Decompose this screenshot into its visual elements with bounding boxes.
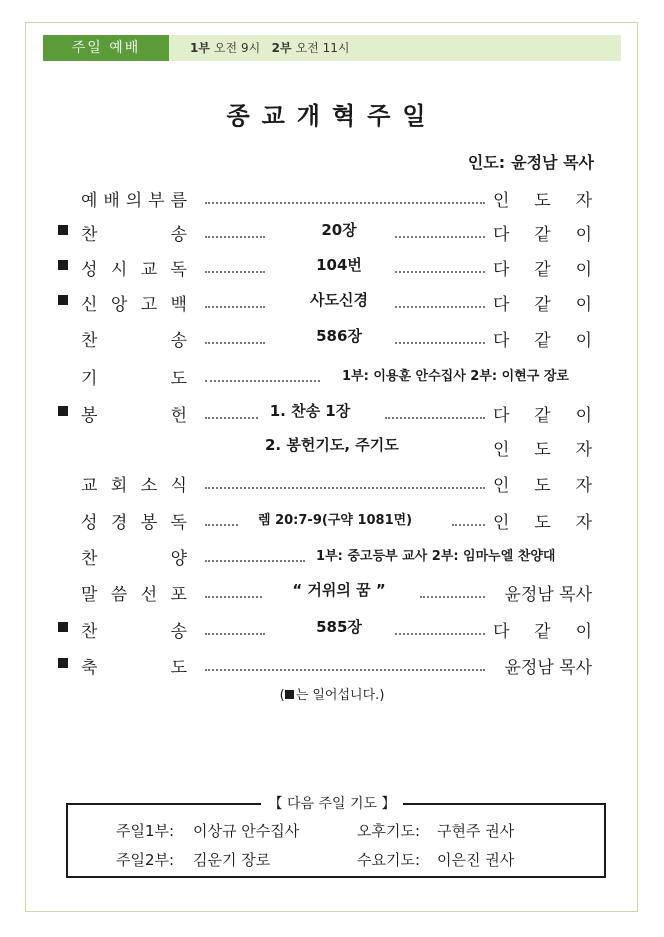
service-header-bar bbox=[43, 35, 621, 61]
order-item-name: 교 회 소 식 bbox=[81, 476, 188, 496]
standing-note-text: 는 일어섭니다. bbox=[295, 688, 380, 703]
order-row bbox=[0, 572, 664, 606]
order-row bbox=[0, 536, 664, 570]
order-item-responder: 다 같 이 bbox=[493, 295, 592, 315]
prayer-name-4: 이은진 권사 bbox=[437, 851, 515, 869]
order-item-content: 사도신경 bbox=[310, 291, 368, 309]
order-item-name: 찬 양 bbox=[81, 549, 188, 569]
dotted-leader bbox=[205, 580, 262, 598]
order-item-content: 585장 bbox=[316, 618, 362, 636]
standing-note: ( 는 일어섭니다.) bbox=[279, 688, 385, 703]
dotted-leader bbox=[205, 401, 258, 419]
worship-leader bbox=[462, 150, 594, 173]
order-row bbox=[0, 609, 664, 643]
order-row bbox=[0, 178, 664, 212]
order-row bbox=[0, 500, 664, 534]
stand-square-icon bbox=[58, 406, 68, 416]
dotted-leader bbox=[395, 326, 485, 344]
order-row bbox=[0, 318, 664, 352]
order-item-responder: 인 도 자 bbox=[493, 440, 592, 460]
dotted-leader bbox=[205, 508, 238, 526]
dotted-leader bbox=[395, 290, 485, 308]
stand-square-icon bbox=[58, 622, 68, 632]
dotted-leader bbox=[385, 401, 485, 419]
order-item-name: 기 도 bbox=[81, 369, 188, 389]
stand-square-icon bbox=[58, 225, 68, 235]
order-row bbox=[0, 427, 664, 461]
order-item-name: 찬 송 bbox=[81, 225, 188, 245]
order-item-content: 1부: 이용훈 안수집사 2부: 이현구 장로 bbox=[342, 369, 569, 384]
dotted-leader bbox=[395, 255, 485, 273]
service-label: 주일 예배 bbox=[43, 35, 169, 61]
order-item-content: 1부: 중고등부 교사 2부: 임마누엘 찬양대 bbox=[316, 549, 556, 564]
stand-square-icon bbox=[58, 658, 68, 668]
prayer-name-3: 김운기 장로 bbox=[193, 851, 271, 869]
dotted-leader bbox=[205, 471, 485, 489]
order-item-name: 성 경 봉 독 bbox=[81, 513, 188, 533]
dotted-leader bbox=[205, 364, 320, 382]
order-item-name: 말 씀 선 포 bbox=[81, 585, 188, 605]
order-row bbox=[0, 645, 664, 679]
order-item-responder: 인 도 자 bbox=[493, 476, 592, 496]
order-item-content: 20장 bbox=[321, 221, 357, 239]
prayer-label-4: 수요기도: bbox=[357, 851, 421, 869]
order-row bbox=[0, 282, 664, 316]
order-item-responder: 다 같 이 bbox=[493, 622, 592, 642]
order-item-name: 성 시 교 독 bbox=[81, 260, 188, 280]
dotted-leader bbox=[205, 186, 485, 204]
dotted-leader bbox=[420, 580, 485, 598]
dotted-leader bbox=[205, 255, 265, 273]
order-item-name: 예 배 의 부 름 bbox=[81, 191, 188, 211]
dotted-leader bbox=[205, 653, 485, 671]
stand-square-icon bbox=[58, 295, 68, 305]
order-item-content: 1. 찬송 1장 bbox=[269, 402, 351, 420]
order-item-responder: 다 같 이 bbox=[493, 331, 592, 351]
prayer-name-1: 이상규 안수집사 bbox=[193, 822, 300, 840]
order-item-responder: 윤정남 목사 bbox=[504, 658, 592, 678]
next-prayer-heading-text: 【 다음 주일 기도 】 bbox=[261, 796, 404, 812]
order-item-content: 2. 봉헌기도, 주기도 bbox=[265, 436, 399, 454]
leader-name: 윤정남 목사 bbox=[511, 153, 594, 172]
page-title: 종교개혁주일 bbox=[226, 102, 438, 130]
order-item-content: 렘 20:7-9(구약 1081면) bbox=[258, 513, 413, 528]
next-prayer-heading bbox=[0, 793, 664, 813]
order-item-content: “ 거위의 꿈 ” bbox=[292, 581, 386, 599]
service-time-1: 오전 9시 bbox=[213, 41, 261, 55]
order-item-name: 축 도 bbox=[81, 658, 188, 678]
dotted-leader bbox=[205, 220, 265, 238]
order-item-responder: 인 도 자 bbox=[493, 513, 592, 533]
dotted-leader bbox=[205, 617, 265, 635]
order-item-responder: 윤정남 목사 bbox=[504, 585, 592, 605]
order-row bbox=[0, 247, 664, 281]
order-row bbox=[0, 463, 664, 497]
prayer-name-2: 구현주 권사 bbox=[437, 822, 515, 840]
service-time-2: 오전 11시 bbox=[295, 41, 350, 55]
order-item-name: 봉 헌 bbox=[81, 406, 188, 426]
dotted-leader bbox=[395, 617, 485, 635]
order-item-responder: 다 같 이 bbox=[493, 225, 592, 245]
service-part-2: 2부 bbox=[271, 41, 292, 55]
leader-label: 인도: bbox=[467, 153, 506, 172]
dotted-leader bbox=[205, 544, 305, 562]
order-item-name: 신 앙 고 백 bbox=[81, 295, 188, 315]
order-item-content: 586장 bbox=[316, 327, 362, 345]
stand-square-icon bbox=[285, 690, 294, 699]
service-part-1: 1부 bbox=[190, 41, 210, 55]
order-item-responder: 인 도 자 bbox=[493, 191, 592, 211]
prayer-label-2: 오후기도: bbox=[357, 822, 421, 840]
order-row bbox=[0, 212, 664, 246]
order-item-responder: 다 같 이 bbox=[493, 260, 592, 280]
dotted-leader bbox=[452, 508, 485, 526]
stand-square-icon bbox=[58, 260, 68, 270]
service-times bbox=[190, 35, 349, 61]
order-item-name: 찬 송 bbox=[81, 331, 188, 351]
order-row bbox=[0, 393, 664, 427]
prayer-label-3: 주일2부: bbox=[116, 851, 175, 869]
dotted-leader bbox=[205, 326, 265, 344]
order-row bbox=[0, 356, 664, 390]
prayer-label-1: 주일1부: bbox=[116, 822, 175, 840]
dotted-leader bbox=[395, 220, 485, 238]
dotted-leader bbox=[205, 290, 265, 308]
order-item-responder: 다 같 이 bbox=[493, 406, 592, 426]
order-item-name: 찬 송 bbox=[81, 622, 188, 642]
order-item-content: 104번 bbox=[316, 256, 362, 274]
